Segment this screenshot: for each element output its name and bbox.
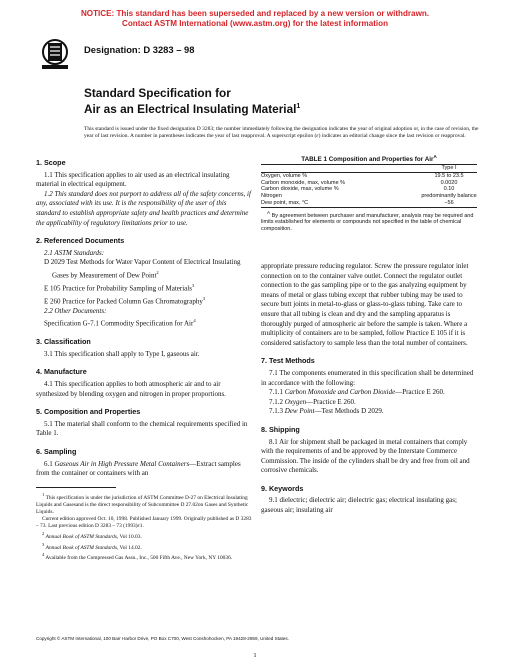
test-7-1-3: 7.1.3 Dew Point—Test Methods D 2029. xyxy=(269,407,384,416)
page-number: 1 xyxy=(253,652,257,659)
samp-6-1: 6.1 Gaseous Air in High Pressure Metal Containers—Extract samples from the container or containers with an xyxy=(36,459,241,478)
right-column xyxy=(261,262,477,516)
table-row: Dew point, max, °C −56 xyxy=(261,199,454,206)
table-1 xyxy=(261,164,477,232)
footnote-4: $^4$ Available from the Compressed Gas Assn., Inc., 500 Fifth Ave., New York, NY 10036. xyxy=(42,552,233,562)
test-7-1: 7.1 The components enumerated in this specification shall be determined in accordance with the following: xyxy=(261,368,474,387)
section-refs-heading: 2. Referenced Documents xyxy=(36,236,125,246)
table-row: Carbon monoxide, max, volume % 0.0020 xyxy=(261,179,458,186)
section-keywords-heading: 9. Keywords xyxy=(261,483,304,493)
section-classification-heading: 3. Classification xyxy=(36,337,91,347)
table-footnote: $^A$ By agreement between purchaser and manufacturer, analysis may be required and limits established for elements or compounds not specified in the table of chemical composition. xyxy=(261,209,474,232)
footnote-1b: Current edition approved Oct. 10, 1998. Published January 1999. Originally published as D 3283 – 73. Last previous edition D 3283 – 73 (1993)ε1. xyxy=(36,515,252,529)
issuance-note: This standard is issued under the fixed designation D 3283; the number immediately following the designation indicates the year of original adoption or, in the case of revision, the year of last revision. A number in parentheses indicates the year of last reapproval. A superscript epsilon (ε) indicates an editorial change since the last revision or reapproval. xyxy=(84,126,479,139)
ship-8-1: 8.1 Air for shipment shall be packaged in metal containers that comply with the requirements of and be approved by the Interstate Commerce Commission. The inside of the cylinders shall be dry and free from oil and corrosive chemicals. xyxy=(261,437,470,475)
kw-9-1: 9.1 dielectric; dielectric air; dielectric gas; electrical insulating gas; gaseous air; insulating air xyxy=(261,496,457,515)
refs-2-1: 2.1 ASTM Standards: xyxy=(44,248,105,257)
title-line-1: Standard Specification for xyxy=(84,86,231,100)
manuf-4-1: 4.1 This specification applies to both atmospheric air and to air synthesized by blending oxygen and nitrogen in proper proportions. xyxy=(36,380,226,398)
section-shipping-heading: 8. Shipping xyxy=(261,424,300,434)
section-manufacture-heading: 4. Manufacture xyxy=(36,367,87,377)
astm-logo-icon xyxy=(40,39,70,71)
section-composition-heading: 5. Composition and Properties xyxy=(36,407,141,417)
title-footnote-mark: 1 xyxy=(296,103,301,110)
scope-1-2: 1.2 This standard does not purport to address all of the safety concerns, if any, associated with its use. It is the responsibility of the user of this standard to establish appropriate safety and health practices and determine the applicability of regulatory limitations prior to use. xyxy=(36,189,251,227)
document-title xyxy=(84,87,300,116)
ref-e260: E 260 Practice for Packed Column Gas Chromatography$^3$ xyxy=(44,295,206,306)
notice-line-1: NOTICE: This standard has been superseded and replaced by a new version or withdrawn. xyxy=(80,9,430,18)
test-7-1-2: 7.1.2 Oxygen—Practice E 260. xyxy=(269,397,356,406)
footnote-3: $^3$ Annual Book of ASTM Standards, Vol 14.02. xyxy=(42,541,142,551)
ref-g71: Specification G-7.1 Commodity Specification for Air$^4$ xyxy=(44,318,196,328)
ref-e105: E 105 Practice for Probability Sampling of Materials$^3$ xyxy=(44,282,195,293)
sampling-continued: appropriate pressure reducing regulator. Screw the pressure regulator inlet connection on to the container valve outlet. Connect the regulator outlet connection to the gas sampling pipe or to the gas analyzing equipment by means of metal or glass tubing except that rubber tubing may be used to secure butt joints in metal-to-glass or glass-to-glass tubing. Take care to ensure that all tubing is clean and dry and the sampling apparatus is thoroughly purged of atmospheric air before the sample is taken. Where a multiplicity of containers are to be sampled, follow Practice E 105 if it is considered satisfactory to sample less than the total number of containers. xyxy=(261,262,469,347)
table-row: Nitrogen predominantly balance xyxy=(261,193,477,200)
table-row: Carbon dioxide, max, volume % 0.10 xyxy=(261,186,455,193)
table-col-header: Type I xyxy=(441,165,457,171)
refs-2-2: 2.2 Other Documents: xyxy=(44,306,107,315)
ref-d2029: D 2029 Test Methods for Water Vapor Content of Electrical Insulating Gases by Measurement of Dew Point$^2$ xyxy=(44,258,241,280)
class-3-1: 3.1 This specification shall apply to Type I, gaseous air. xyxy=(44,349,200,358)
footnote-1: $^1$ This specification is under the jurisdiction of ASTM Committee D-27 on Electrical Insulating Liquids and Gasesand is the direct responsibility of Subcommittee D 27.02on Gases and Synthetic Liquids. xyxy=(36,492,249,515)
comp-5-1: 5.1 The material shall conform to the chemical requirements specified in Table 1. xyxy=(36,419,248,438)
title-line-2: Air as an Electrical Insulating Material xyxy=(84,101,297,116)
designation: Designation: D 3283 – 98 xyxy=(84,44,195,55)
footnotes xyxy=(36,491,252,562)
test-7-1-1: 7.1.1 Carbon Monoxide and Carbon Dioxide—Practice E 260. xyxy=(269,388,445,397)
left-column xyxy=(36,158,252,479)
withdrawal-notice xyxy=(0,9,510,29)
notice-line-2: Contact ASTM International (www.astm.org) for the latest information xyxy=(121,19,389,28)
copyright-line: Copyright © ASTM International, 100 Barr Harbor Drive, PO Box C700, West Conshohocken, PA 19428-2959, United States. xyxy=(36,636,289,641)
scope-1-1: 1.1 This specification applies to air used as an electrical insulating material in electrical equipment. xyxy=(36,170,230,189)
footnote-separator xyxy=(36,487,116,488)
section-test-methods-heading: 7. Test Methods xyxy=(261,356,315,366)
footnote-2: $^2$ Annual Book of ASTM Standards, Vol 10.03. xyxy=(42,530,142,540)
table-1-title: TABLE 1 Composition and Properties for Air$^A$ xyxy=(301,154,437,164)
table-row: Oxygen, volume % 19.5 to 23.5 xyxy=(261,172,464,179)
section-sampling-heading: 6. Sampling xyxy=(36,446,77,456)
section-scope-heading: 1. Scope xyxy=(36,158,66,167)
table-header-row xyxy=(261,165,477,172)
